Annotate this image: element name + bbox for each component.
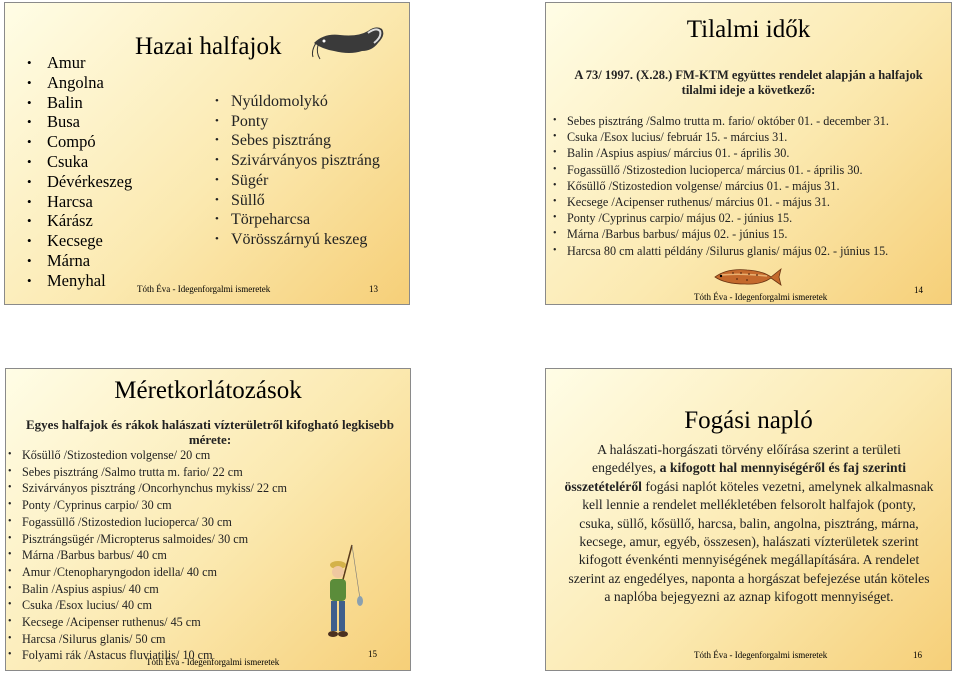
list-item: • Pisztrángsügér /Micropterus salmoides/ 30 cm bbox=[6, 531, 287, 548]
list-item: • Harcsa bbox=[27, 192, 132, 212]
list-item: • Sebes pisztráng /Salmo trutta m. fario/ 22 cm bbox=[6, 464, 287, 481]
list-item: • Csuka bbox=[27, 152, 132, 172]
slide-footer: Tóth Éva - Idegenforgalmi ismeretek bbox=[137, 284, 271, 294]
list-item: • Kecsege /Acipenser ruthenus/ március 01. - május 31. bbox=[551, 194, 889, 210]
list-item: • Balin /Aspius aspius/ március 01. - április 30. bbox=[551, 145, 889, 161]
page-number: 15 bbox=[368, 649, 377, 659]
slide-13 bbox=[4, 2, 410, 305]
list-item: • Dévérkeszeg bbox=[27, 172, 132, 192]
list-item: • Kecsege /Acipenser ruthenus/ 45 cm bbox=[6, 614, 287, 631]
page-number: 13 bbox=[369, 284, 378, 294]
list-item: • Busa bbox=[27, 112, 132, 132]
page-number: 14 bbox=[914, 285, 923, 295]
list-item: • Kárász bbox=[27, 211, 132, 231]
list-item: • Sebes pisztráng /Salmo trutta m. fario/ október 01. - december 31. bbox=[551, 113, 889, 129]
list-item: • Balin /Aspius aspius/ 40 cm bbox=[6, 581, 287, 598]
list-item: • Compó bbox=[27, 132, 132, 152]
slide-title: Hazai halfajok bbox=[135, 33, 282, 60]
catfish-icon bbox=[310, 21, 390, 63]
slide-footer: Tóth Éva - Idegenforgalmi ismeretek bbox=[694, 650, 828, 660]
list-item: • Szivárványos pisztráng bbox=[215, 151, 391, 171]
body-bold-text: a kifogott hal mennyiségéről és faj szerinti összetételéről bbox=[564, 460, 906, 494]
list-item: • Törpeharcsa bbox=[215, 210, 391, 230]
list-item: • Kecsege bbox=[27, 231, 132, 251]
list-item: • Márna bbox=[27, 251, 132, 271]
closed-season-list bbox=[551, 113, 889, 259]
list-item: • Csuka /Esox lucius/ február 15. - március 31. bbox=[551, 129, 889, 145]
list-item: • Amur bbox=[27, 53, 132, 73]
slide-subtitle: A 73/ 1997. (X.28.) FM-KTM együttes rendelet alapján a halfajok tilalmi ideje a következő: bbox=[574, 68, 923, 97]
slide-14 bbox=[545, 2, 952, 305]
page-number: 16 bbox=[913, 650, 922, 660]
list-item: • Fogassüllő /Stizostedion lucioperca/ 30 cm bbox=[6, 514, 287, 531]
right-fish-list bbox=[215, 92, 391, 250]
list-item: • Menyhal bbox=[27, 271, 132, 291]
trout-icon bbox=[711, 265, 783, 289]
list-item: • Márna /Barbus barbus/ 40 cm bbox=[6, 547, 287, 564]
list-item: • Balin bbox=[27, 93, 132, 113]
list-item: • Csuka /Esox lucius/ 40 cm bbox=[6, 597, 287, 614]
body-text: fogási naplót köteles vezetni, amelynek alkalmasnak kell lennie a rendelet mellékletében felsorolt halfajok (ponty, csuka, süllő, kősüllő, harcsa, balin, angolna, pisztráng, márna, kecsege, amur, egyéb, összesen), halászati vízterületek szerint kifogott évenkénti mennyiségének megállapítására. A rendelet szerint az engedélyes, naponta a horgászat befejezése után köteles a naplóba bejegyezni az aznap kifogott mennyiséget. bbox=[568, 478, 934, 605]
slide-title: Tilalmi idők bbox=[686, 16, 811, 43]
list-item: • Nyúldomolykó bbox=[215, 92, 391, 112]
body-text: A halászati-horgászati törvény előírása szerint a területi engedélyes, bbox=[592, 442, 901, 476]
list-item: • Ponty /Cyprinus carpio/ 30 cm bbox=[6, 497, 287, 514]
list-item: • Márna /Barbus barbus/ május 02. - június 15. bbox=[551, 226, 889, 242]
slide-15 bbox=[5, 368, 411, 671]
fisherman-icon bbox=[318, 539, 366, 649]
list-item: • Süllő bbox=[215, 191, 391, 211]
list-item: • Amur /Ctenopharyngodon idella/ 40 cm bbox=[6, 564, 287, 581]
list-item: • Folyami rák /Astacus fluviatilis/ 10 cm bbox=[6, 647, 287, 664]
slide-16 bbox=[545, 368, 952, 671]
slide-body bbox=[564, 441, 934, 607]
slide-footer: Tóth Éva - Idegenforgalmi ismeretek bbox=[146, 657, 280, 667]
list-item: • Kősüllő /Stizostedion volgense/ március 01. - május 31. bbox=[551, 178, 889, 194]
list-item: • Harcsa /Silurus glanis/ 50 cm bbox=[6, 631, 287, 648]
list-item: • Sügér bbox=[215, 171, 391, 191]
list-item: • Sebes pisztráng bbox=[215, 131, 391, 151]
slide-subtitle: Egyes halfajok és rákok halászati vízterületről kifogható legkisebb mérete: bbox=[26, 417, 394, 447]
slide-title: Méretkorlátozások bbox=[114, 377, 302, 404]
list-item: • Harcsa 80 cm alatti példány /Silurus glanis/ május 02. - június 15. bbox=[551, 243, 889, 259]
list-item: • Szivárványos pisztráng /Oncorhynchus mykiss/ 22 cm bbox=[6, 480, 287, 497]
list-item: • Vörösszárnyú keszeg bbox=[215, 230, 391, 250]
list-item: • Ponty bbox=[215, 112, 391, 132]
list-item: • Kősüllő /Stizostedion volgense/ 20 cm bbox=[6, 447, 287, 464]
size-limit-list bbox=[6, 447, 287, 664]
list-item: • Ponty /Cyprinus carpio/ május 02. - június 15. bbox=[551, 210, 889, 226]
left-fish-list bbox=[27, 53, 132, 291]
slide-title: Fogási napló bbox=[684, 407, 813, 434]
slide-footer: Tóth Éva - Idegenforgalmi ismeretek bbox=[694, 292, 828, 302]
list-item: • Angolna bbox=[27, 73, 132, 93]
list-item: • Fogassüllő /Stizostedion lucioperca/ március 01. - április 30. bbox=[551, 162, 889, 178]
